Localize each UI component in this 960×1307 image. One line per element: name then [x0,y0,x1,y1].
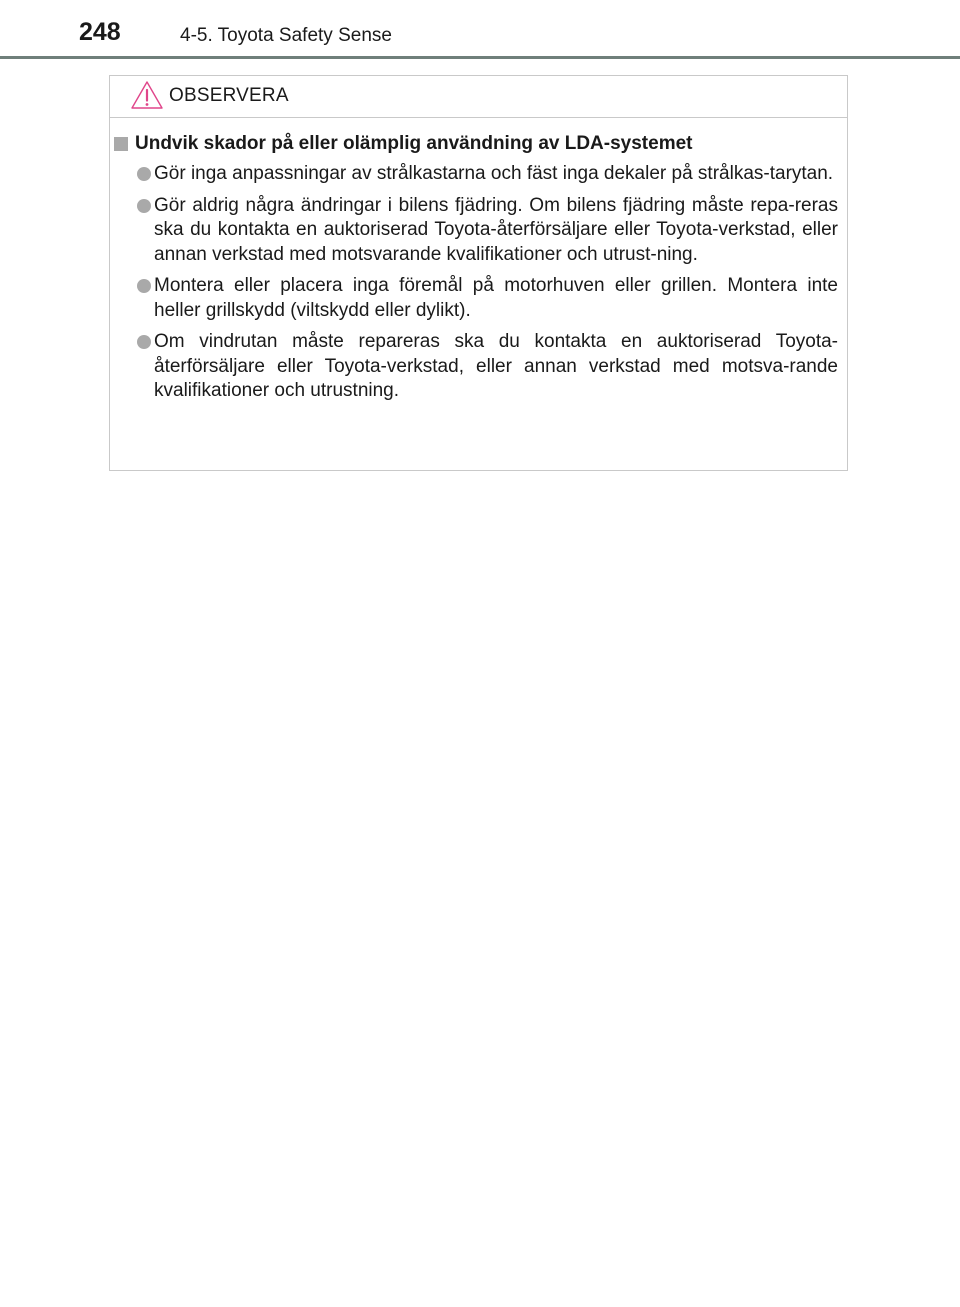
page-header [0,0,960,56]
round-bullet-icon [137,279,151,293]
list-item [110,162,847,187]
header-rule [0,56,960,59]
page-number: 248 [79,18,121,46]
list-item-text: Montera eller placera inga föremål på motorhuven eller grillen. Montera inte heller grillskydd (viltskydd eller dylikt). [154,275,838,321]
bullet-list [110,162,847,404]
list-item [110,194,847,268]
round-bullet-icon [137,167,151,181]
list-item [110,274,847,323]
notice-header [110,76,847,118]
notice-heading-text: Undvik skador på eller olämplig användning av LDA-systemet [135,133,693,154]
section-title: 4-5. Toyota Safety Sense [180,25,392,46]
square-bullet-icon [114,137,128,151]
list-item [110,330,847,404]
list-item-text: Om vindrutan måste repareras ska du kontakta en auktoriserad Toyota-återförsäljare eller Toyota-verkstad, eller annan verkstad med motsva-rande kvalifikationer och utrustning. [154,331,838,401]
notice-title: OBSERVERA [169,85,289,106]
notice-heading [110,132,847,156]
list-item-text: Gör aldrig några ändringar i bilens fjädring. Om bilens fjädring måste repa-reras ska du kontakta en auktoriserad Toyota-återförsäljare eller Toyota-verkstad, eller annan verkstad med motsvarande kvalifikationer och utrust-ning. [154,194,838,265]
list-item-text: Gör inga anpassningar av strålkastarna och fäst inga dekaler på strålkas-tarytan. [154,163,834,184]
notice-box [109,75,848,471]
round-bullet-icon [137,199,151,213]
notice-body [110,132,847,411]
round-bullet-icon [137,335,151,349]
warning-triangle-icon [130,80,164,110]
